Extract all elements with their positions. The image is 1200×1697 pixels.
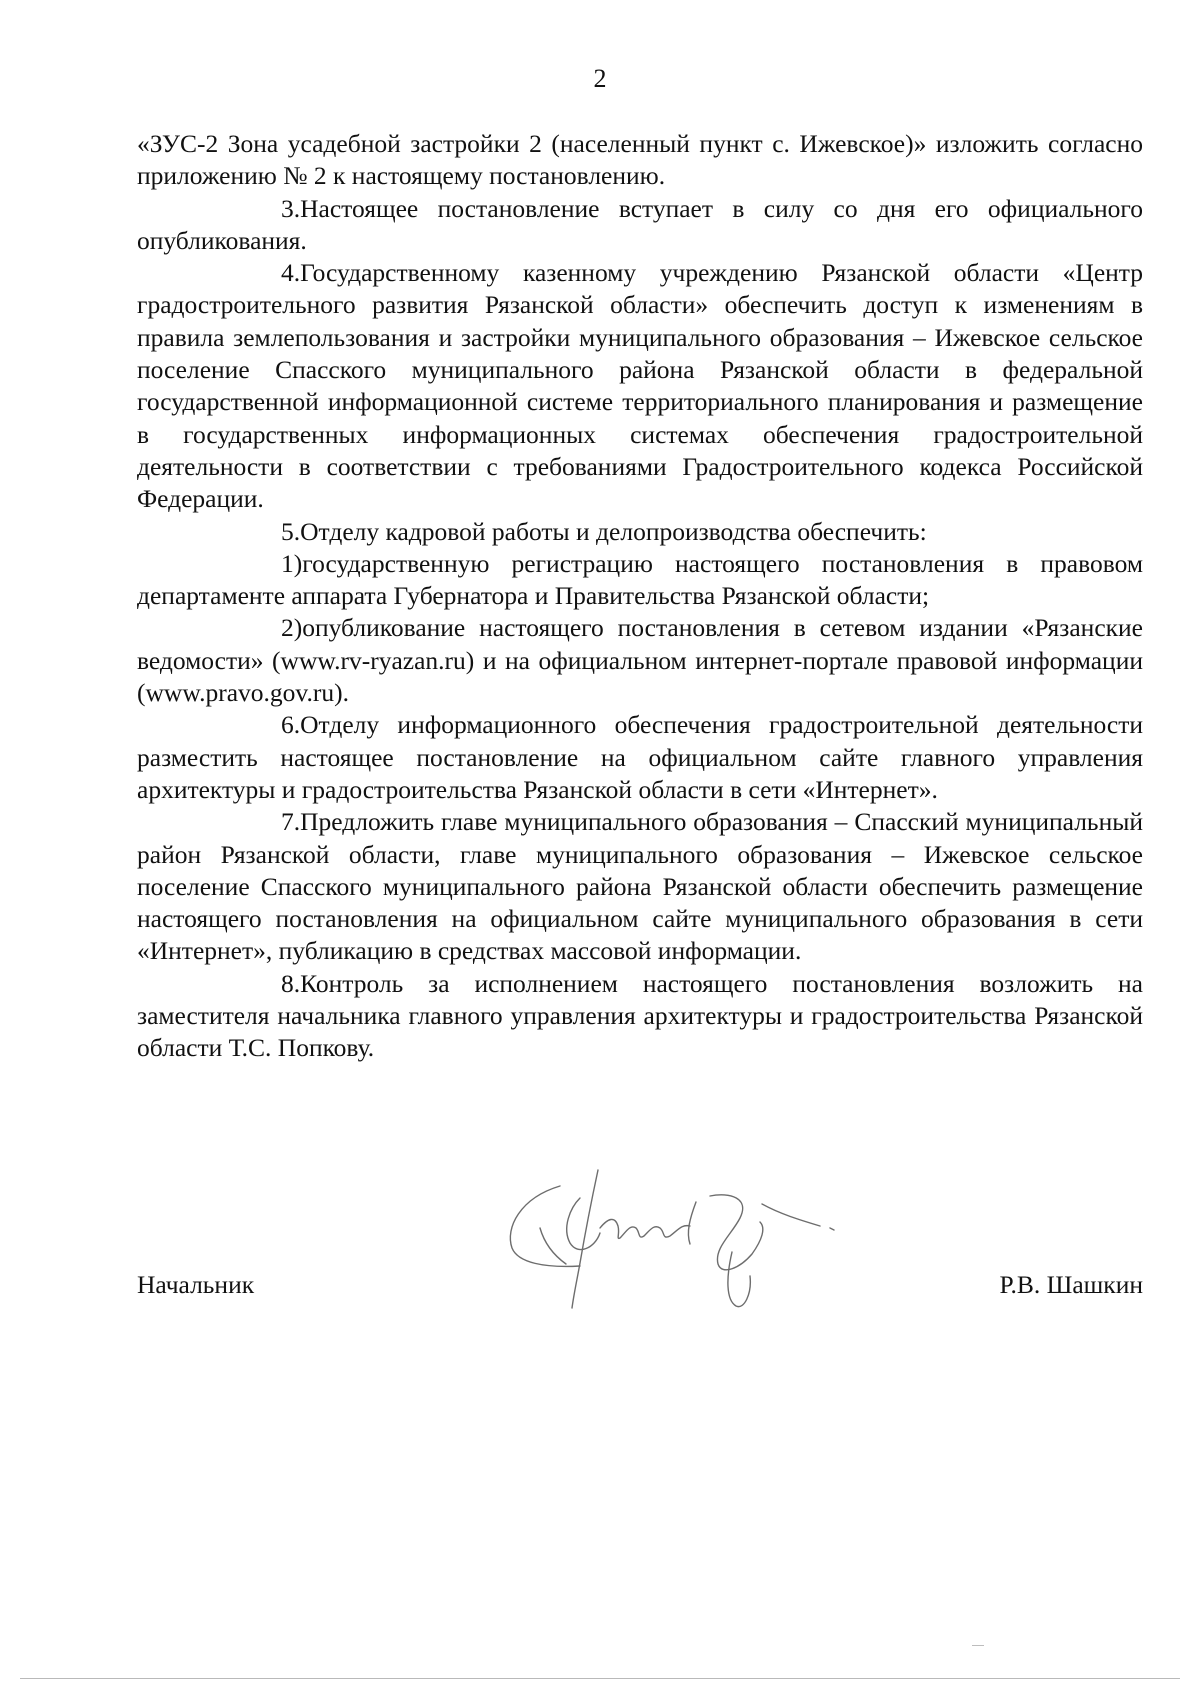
scan-artifact xyxy=(972,1645,984,1646)
subitem-number: 2) xyxy=(281,613,303,643)
paragraph-item-8 xyxy=(137,968,1143,1065)
paragraph-item-7 xyxy=(137,806,1143,967)
paragraph-text: государственную регистрацию настоящего постановления в правовом департаменте аппарата Губернатора и Правительства Рязанской области; xyxy=(137,548,1143,611)
paragraph-text: Предложить главе муниципального образования – Спасский муниципальный район Рязанской области, главе муниципального образования – Ижевское сельское поселение Спасского муниципального района Рязанской области обеспечить размещение настоящего постановления на официальном сайте муниципального образования в сети «Интернет», публикацию в средствах массовой информации. xyxy=(137,807,1143,966)
paragraph-continuation xyxy=(137,128,1143,193)
paragraph-item-3 xyxy=(137,193,1143,258)
signatory-position: Начальник xyxy=(137,1270,255,1299)
item-number: 3. xyxy=(281,193,301,223)
item-number: 8. xyxy=(281,968,301,998)
paragraph-text: Отделу информационного обеспечения градостроительной деятельности разместить настоящее постановление на официальном сайте главного управления архитектуры и градостроительства Рязанской области в сети «Интернет». xyxy=(137,710,1143,804)
signatory-name: Р.В. Шашкин xyxy=(999,1270,1143,1299)
paragraph-item-6 xyxy=(137,709,1143,806)
paragraph-subitem-5-1 xyxy=(137,548,1143,613)
handwritten-signature xyxy=(500,1168,880,1398)
scan-edge-line xyxy=(20,1678,1180,1679)
item-number: 7. xyxy=(281,807,301,837)
paragraph-item-5 xyxy=(137,516,1143,548)
page-number: 2 xyxy=(593,64,607,93)
paragraph-text: Государственному казенному учреждению Рязанской области «Центр градостроительного развития Рязанской области» обеспечить доступ к изменениям в правила землепользования и застройки муниципального образования – Ижевское сельское поселение Спасского муниципального района Рязанской области в федеральной государственной информационной системе территориального планирования и размещение в государственных информационных системах обеспечения градостроительной деятельности в соответствии с требованиями Градостроительного кодекса Российской Федерации. xyxy=(137,258,1143,514)
subitem-number: 1) xyxy=(281,548,303,578)
paragraph-text: Контроль за исполнением настоящего постановления возложить на заместителя начальника главного управления архитектуры и градостроительства Рязанской области Т.С. Попкову. xyxy=(137,968,1143,1063)
item-number: 4. xyxy=(281,258,301,288)
document-body xyxy=(137,128,1143,1065)
paragraph-text: Настоящее постановление вступает в силу со дня его официального опубликования. xyxy=(137,193,1143,255)
paragraph-text: «ЗУС-2 Зона усадебной застройки 2 (населенный пункт с. Ижевское)» изложить согласно приложению № 2 к настоящему постановлению. xyxy=(137,129,1143,191)
paragraph-text: Отделу кадровой работы и делопроизводства обеспечить: xyxy=(300,516,927,546)
item-number: 5. xyxy=(281,516,301,546)
paragraph-text: опубликование настоящего постановления в сетевом издании «Рязанские ведомости» (www.rv-ryazan.ru) и на официальном интернет-портале правовой информации (www.pravo.gov.ru). xyxy=(137,613,1143,708)
paragraph-item-4 xyxy=(137,257,1143,515)
item-number: 6. xyxy=(281,710,301,740)
paragraph-subitem-5-2 xyxy=(137,612,1143,709)
